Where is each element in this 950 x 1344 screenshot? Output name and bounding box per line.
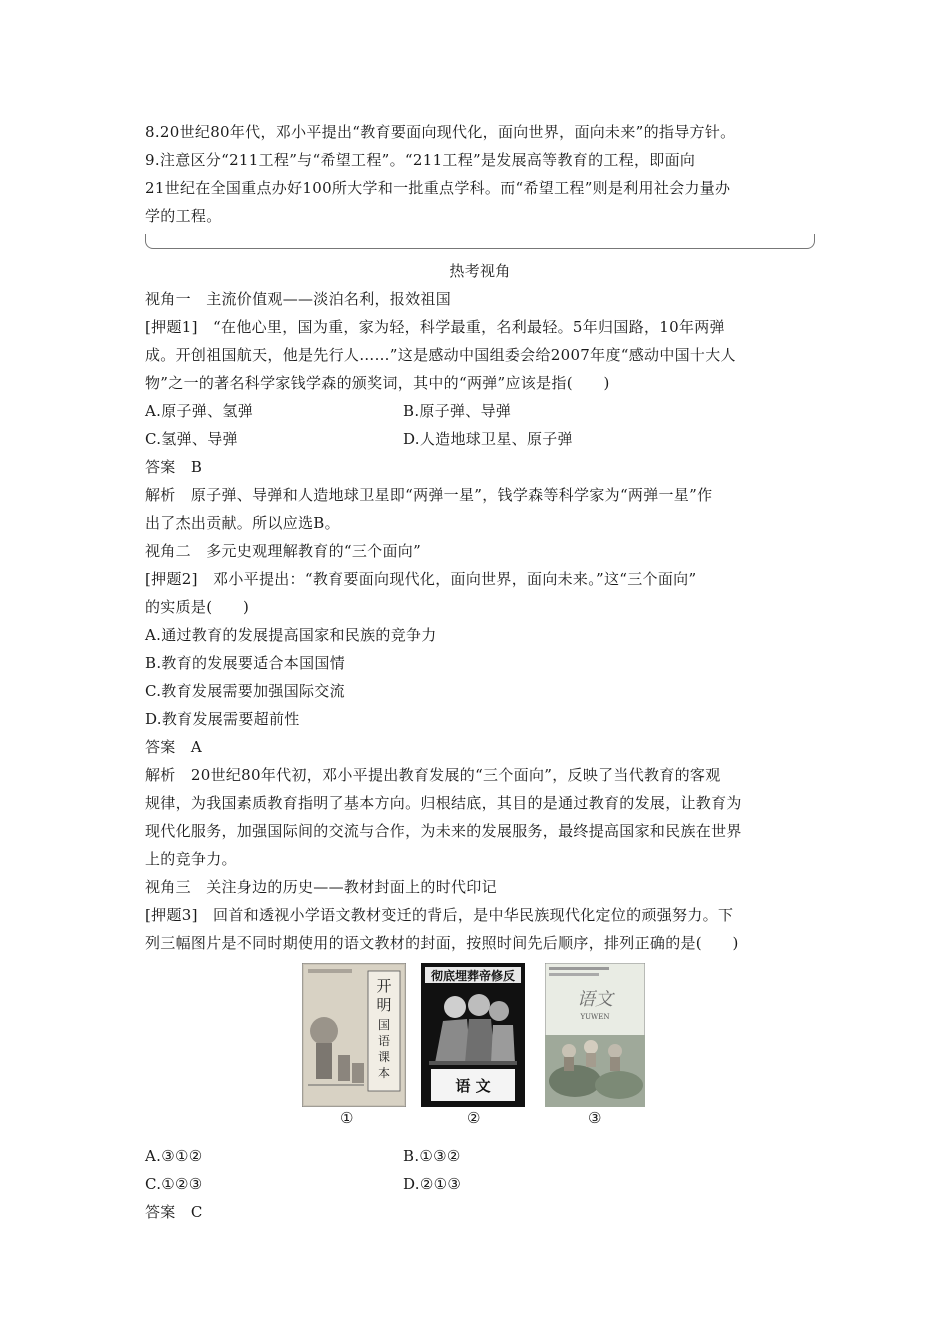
cover-1-image: [302, 963, 406, 1107]
cover-2-caption: ②: [467, 1109, 481, 1127]
q2-option-d: D.教育发展需要超前性: [145, 710, 300, 728]
q2-explanation-line1: 解析 20世纪80年代初，邓小平提出教育发展的“三个面向”，反映了当代教育的客观: [145, 766, 721, 784]
angle2-title: 视角二 多元史观理解教育的“三个面向”: [145, 542, 422, 560]
q3-options-row2: [145, 1170, 815, 1198]
q3-line2: 列三幅图片是不同时期使用的语文教材的封面，按照时间先后顺序，排列正确的是( ): [145, 934, 739, 952]
notes-box-bottom: [145, 234, 815, 249]
q2-option-a: A.通过教育的发展提高国家和民族的竞争力: [145, 626, 437, 644]
q2-option-c: C.教育发展需要加强国际交流: [145, 682, 345, 700]
q1-explanation-line2: 出了杰出贡献。所以应选B。: [145, 514, 340, 532]
cover-2-banner: 彻底埋葬帝修反: [430, 969, 516, 983]
q1-line3: 物”之一的著名科学家钱学森的颁奖词，其中的“两弹”应该是指( ): [145, 374, 610, 392]
q3-options-row1: [145, 1142, 815, 1170]
q1-options-row1: [145, 397, 815, 425]
q1-option-d: D.人造地球卫星、原子弹: [403, 430, 573, 448]
q2-line2: 的实质是( ): [145, 598, 250, 616]
cover-3-title: 语文: [577, 989, 613, 1010]
q1-option-b: B.原子弹、导弹: [403, 402, 512, 420]
q1-options-row2: [145, 425, 815, 453]
q3-line1: [押题3] 回首和透视小学语文教材变迁的背后，是中华民族现代化定位的顽强努力。下: [145, 906, 734, 924]
cover-3-subtitle: YUWEN: [580, 1013, 610, 1021]
cover-1-title-char: 开: [376, 977, 392, 995]
q1-line2: 成。开创祖国航天，他是先行人……”这是感动中国组委会给2007年度“感动中国十大人: [145, 346, 736, 364]
note-item-9-line2: 21世纪在全国重点办好100所大学和一批重点学科。而“希望工程”则是利用社会力量办: [145, 179, 731, 197]
q2-answer: 答案 A: [145, 738, 203, 756]
cover-1-title-char: 课: [377, 1050, 391, 1064]
cover-3-image: [545, 963, 645, 1107]
cover-3-caption: ③: [588, 1109, 602, 1127]
cover-2-title: 语 文: [455, 1077, 491, 1095]
q3-option-d: D.②①③: [403, 1175, 462, 1193]
textbook-covers-figure: [145, 957, 815, 1142]
cover-1-title-char: 国: [377, 1018, 391, 1032]
q3-answer: 答案 C: [145, 1203, 203, 1221]
q1-line1: [押题1] “在他心里，国为重，家为轻，科学最重，名利最轻。5年归国路，10年两弹: [145, 318, 725, 336]
q2-explanation-line2: 规律，为我国素质教育指明了基本方向。归根结底，其目的是通过教育的发展，让教育为: [145, 794, 742, 812]
document-body: [145, 118, 815, 1226]
q3-option-b: B.①③②: [403, 1147, 461, 1165]
q2-explanation-line4: 上的竞争力。: [145, 850, 237, 868]
q2-line1: [押题2] 邓小平提出：“教育要面向现代化，面向世界，面向未来。”这“三个面向”: [145, 570, 697, 588]
note-item-9-line3: 学的工程。: [145, 207, 222, 225]
cover-1-title-char: 语: [377, 1034, 391, 1048]
q1-option-a: A.原子弹、氢弹: [145, 402, 254, 420]
q2-option-b: B.教育的发展要适合本国国情: [145, 654, 345, 672]
cover-1-title-char: 本: [377, 1066, 391, 1080]
q3-option-a: A.③①②: [145, 1147, 203, 1165]
cover-1-title-char: 明: [376, 996, 392, 1014]
q2-explanation-line3: 现代化服务，加强国际间的交流与合作，为未来的发展服务，最终提高国家和民族在世界: [145, 822, 742, 840]
q1-answer: 答案 B: [145, 458, 203, 476]
q3-option-c: C.①②③: [145, 1175, 203, 1193]
cover-1-caption: ①: [340, 1109, 354, 1127]
note-item-9-line1: 9.注意区分“211工程”与“希望工程”。“211工程”是发展高等教育的工程，即面向: [145, 151, 696, 169]
cover-2-image: [421, 963, 525, 1107]
angle3-title: 视角三 关注身边的历史——教材封面上的时代印记: [145, 878, 497, 896]
angle1-title: 视角一 主流价值观——淡泊名利，报效祖国: [145, 290, 452, 308]
q1-explanation-line1: 解析 原子弹、导弹和人造地球卫星即“两弹一星”，钱学森等科学家为“两弹一星”作: [145, 486, 713, 504]
note-item-8: 8.20世纪80年代，邓小平提出“教育要面向现代化，面向世界，面向未来”的指导方针。: [145, 123, 736, 141]
q1-option-c: C.氢弹、导弹: [145, 430, 238, 448]
section-title: 热考视角: [449, 262, 511, 280]
